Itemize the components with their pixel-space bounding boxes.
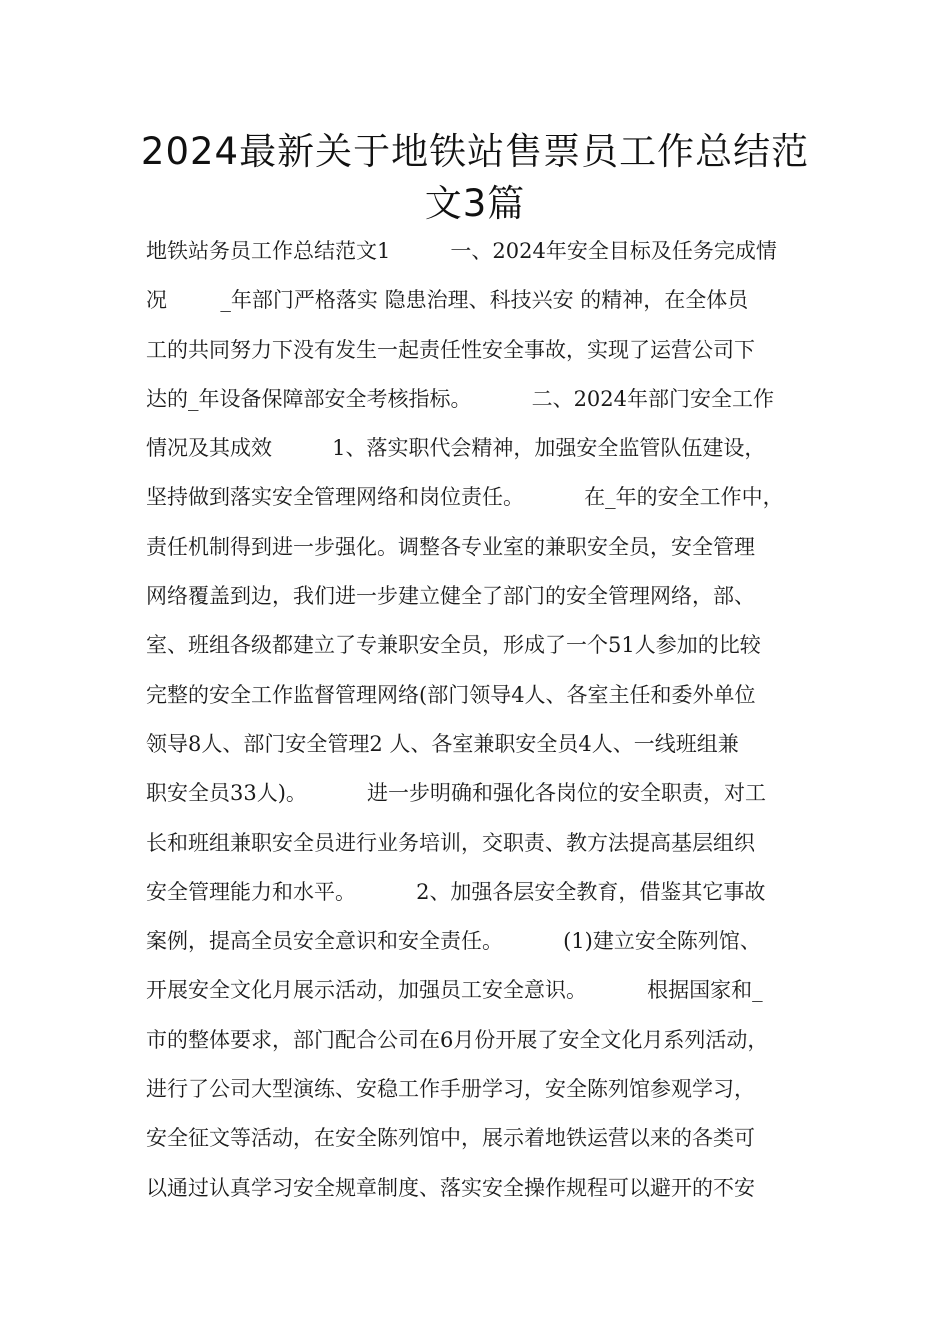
body-line: 责任机制得到进一步强化。调整各专业室的兼职安全员，安全管理 [146,534,755,559]
body-line: 达的_年设备保障部安全考核指标。 二、2024年部门安全工作 [146,386,775,411]
body-line: 长和班组兼职安全员进行业务培训，交职责、教方法提高基层组织 [146,830,755,855]
title-line-2: 文3篇 [424,182,526,225]
body-line: 工的共同努力下没有发生一起责任性安全事故，实现了运营公司下 [146,337,755,362]
body-line: 安全管理能力和水平。 2、加强各层安全教育，借鉴其它事故 [146,879,766,904]
body-line: 开展安全文化月展示活动，加强员工安全意识。 根据国家和_ [146,978,763,1003]
body-line: 以通过认真学习安全规章制度、落实安全操作规程可以避开的不安 [146,1175,755,1200]
title-line-1: 2024最新关于地铁站售票员工作总结范 [140,130,810,173]
body-line: 进行了公司大型演练、安稳工作手册学习，安全陈列馆参观学习， [146,1077,755,1102]
body-line: 市的整体要求，部门配合公司在6月份开展了安全文化月系列活动， [146,1027,769,1052]
body-line: 坚持做到落实安全管理网络和岗位责任。 在_年的安全工作中， [146,485,784,510]
body-line: 室、班组各级都建立了专兼职安全员，形成了一个51人参加的比较 [146,633,761,658]
body-line: 领导8人、部门安全管理2 人、各室兼职安全员4人、一线班组兼 [146,731,739,756]
document-title [120,126,830,230]
body-line: 案例，提高全员安全意识和安全责任。 (1)建立安全陈列馆、 [146,929,761,954]
body-line: 网络覆盖到边，我们进一步建立健全了部门的安全管理网络，部、 [146,584,755,609]
body-line: 地铁站务员工作总结范文1 一、2024年安全目标及任务完成情 [146,239,777,263]
body-line: 完整的安全工作监督管理网络(部门领导4人、各室主任和委外单位 [146,682,756,707]
body-text [146,232,826,1218]
body-line: 安全征文等活动，在安全陈列馆中，展示着地铁运营以来的各类可 [146,1126,755,1151]
body-line: 情况及其成效 1、落实职代会精神，加强安全监管队伍建设， [146,436,766,461]
body-line: 职安全员33人)。 进一步明确和强化各岗位的安全职责，对工 [146,781,766,806]
body-line: 况 _年部门严格落实 隐患治理、科技兴安 的精神，在全体员 [146,288,749,313]
